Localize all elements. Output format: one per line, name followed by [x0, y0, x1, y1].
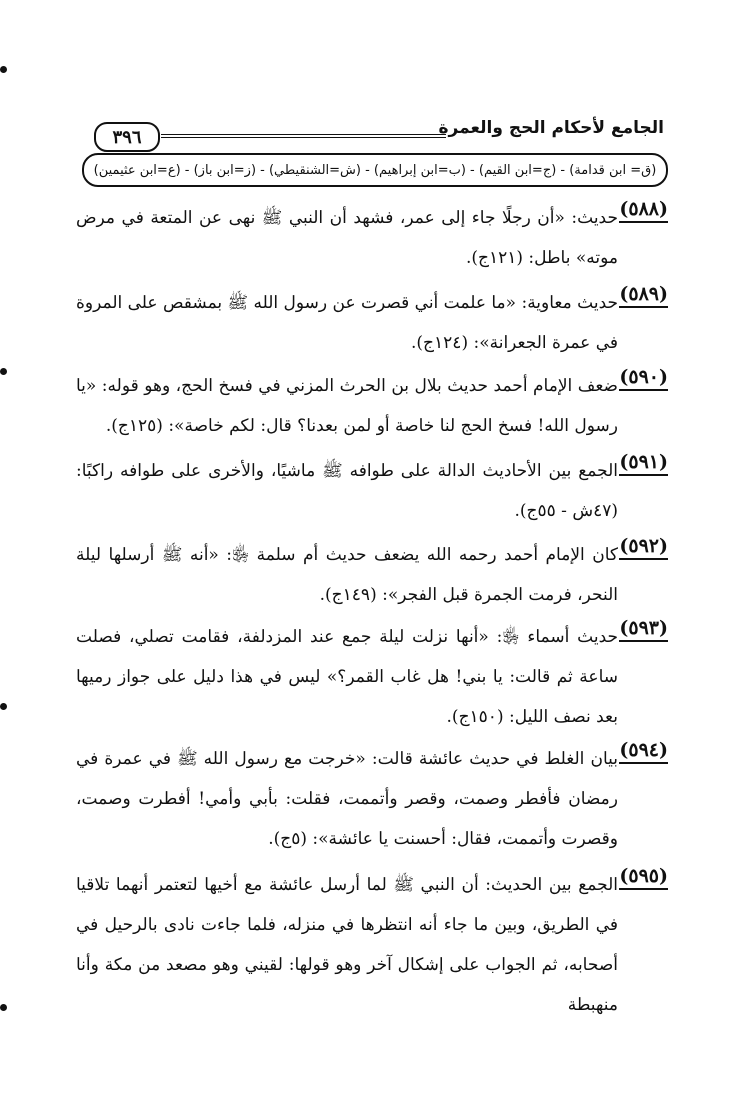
entry-number: (٥٩٢) [619, 535, 668, 560]
entry-text: بيان الغلط في حديث عائشة قالت: «خرجت مع رسول الله ﷺ في عمرة في رمضان فأفطر وصمت، وقصر وأتممت، فقلت: بأبي وأمي! أفطرت وصمت، وقصرت وأتممت، فقال: أحسنت يا عائشة»: (٥ج). [76, 749, 618, 849]
entry-592 [76, 535, 668, 615]
page-number: ٣٩٦ [94, 122, 160, 152]
entry-text: حديث معاوية: «ما علمت أني قصرت عن رسول الله ﷺ بمشقص على المروة في عمرة الجعرانة»: (١٢٤ج). [76, 293, 618, 353]
entry-591 [76, 451, 668, 531]
entry-number: (٥٨٩) [619, 283, 668, 308]
entry-number: (٥٩٤) [619, 739, 668, 764]
entry-594 [76, 739, 668, 859]
binding-hole-mark [0, 368, 7, 375]
entry-text: حديث: «أن رجلًا جاء إلى عمر، فشهد أن النبي ﷺ نهى عن المتعة في مرض موته» باطل: (١٢١ج). [76, 208, 618, 268]
entry-number: (٥٩٠) [619, 366, 668, 391]
entry-text: الجمع بين الأحاديث الدالة على طوافه ﷺ ماشيًا، والأخرى على طوافه راكبًا: (٤٧ش - ٥٥ج). [76, 461, 618, 521]
binding-hole-mark [0, 703, 7, 710]
entry-595 [76, 865, 668, 1025]
entry-text: كان الإمام أحمد رحمه الله يضعف حديث أم سلمة ﵂: «أنه ﷺ أرسلها ليلة النحر، فرمت الجمرة قبل الفجر»: (١٤٩ج). [76, 545, 618, 605]
entry-text: ضعف الإمام أحمد حديث بلال بن الحرث المزني في فسخ الحج، وهو قوله: «يا رسول الله! فسخ الحج لنا خاصة أو لمن بعدنا؟ قال: لكم خاصة»: (١٢٥ج). [76, 376, 618, 436]
entry-number: (٥٩٥) [619, 865, 668, 890]
book-title: الجامع لأحكام الحج والعمرة [438, 118, 664, 138]
entry-number: (٥٨٨) [619, 198, 668, 223]
entry-number: (٥٩١) [619, 451, 668, 476]
entry-593 [76, 617, 668, 737]
binding-hole-mark [0, 66, 7, 73]
entry-text: الجمع بين الحديث: أن النبي ﷺ لما أرسل عائشة مع أخيها لتعتمر أنهما تلاقيا في الطريق، وبين ما جاء أنه انتظرها في منزله، فلما جاءت نادى بالرحيل في أصحابه، ثم الجواب على إشكال آخر وهو قولها: لقيني وهو مصعد من مكة وأنا منهبطة [76, 875, 618, 1015]
entry-589 [76, 283, 668, 363]
binding-hole-mark [0, 1004, 7, 1011]
entry-588 [76, 198, 668, 278]
entry-number: (٥٩٣) [619, 617, 668, 642]
header-rule [161, 134, 446, 138]
abbreviations-key: (ق= ابن قدامة) - (ج=ابن القيم) - (ب=ابن إبراهيم) - (ش=الشنقيطي) - (ز=ابن باز) - (ع=ابن عثيمين) [82, 153, 668, 187]
entry-590 [76, 366, 668, 446]
entry-text: حديث أسماء ﵂: «أنها نزلت ليلة جمع عند المزدلفة، فقامت تصلي، فصلت ساعة ثم قالت: يا بني! هل غاب القمر؟» ليس في هذا دليل على جواز رميها بعد نصف الليل: (١٥٠ج). [76, 627, 618, 727]
page-header [76, 112, 676, 148]
